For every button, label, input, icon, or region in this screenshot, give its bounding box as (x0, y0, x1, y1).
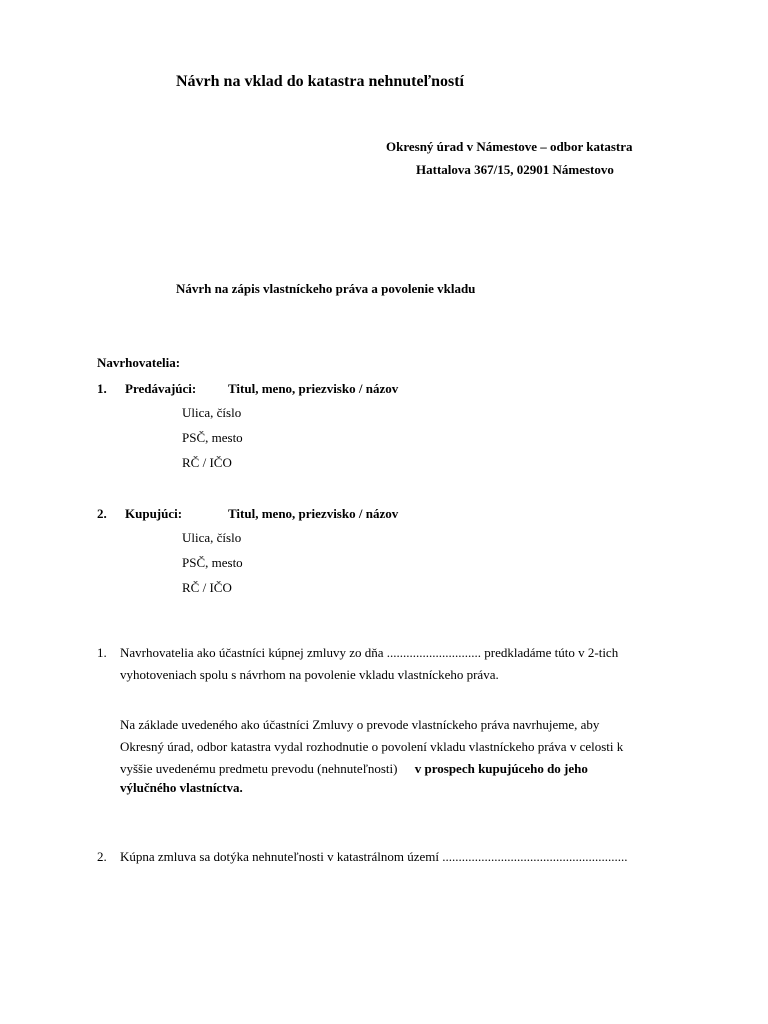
point-text-line: vyhotoveniach spolu s návrhom na povolenie vkladu vlastníckeho práva. (120, 667, 499, 682)
paragraph-line: Na základe uvedeného ako účastníci Zmluvy o prevode vlastníckeho práva navrhujeme, aby (120, 717, 600, 732)
party-number: 2. (97, 506, 107, 521)
document-subtitle: Návrh na zápis vlastníckeho práva a povolenie vkladu (176, 281, 476, 296)
party-id: RČ / IČO (182, 455, 232, 470)
point-text-line: Navrhovatelia ako účastníci kúpnej zmluvy zo dňa ............................. predkladáme túto v 2-tich (120, 645, 619, 660)
applicants-heading: Navrhovatelia: (97, 355, 181, 370)
paragraph-line: Okresný úrad, odbor katastra vydal rozhodnutie o povolení vkladu vlastníckeho práva v celosti k (120, 739, 624, 754)
party-role: Predávajúci: (125, 381, 197, 396)
recipient-address: Hattalova 367/15, 02901 Námestovo (416, 162, 614, 177)
party-id: RČ / IČO (182, 580, 232, 595)
party-city: PSČ, mesto (182, 555, 243, 570)
point-number: 2. (97, 849, 107, 864)
point-number: 1. (97, 645, 107, 660)
paragraph-emphasis: výlučného vlastníctva. (120, 780, 243, 795)
party-street: Ulica, číslo (182, 405, 242, 420)
party-name: Titul, meno, priezvisko / názov (228, 506, 399, 521)
paragraph-text: vyššie uvedenému predmetu prevodu (nehnuteľnosti) (120, 761, 401, 776)
party-street: Ulica, číslo (182, 530, 242, 545)
paragraph-line-mixed (120, 762, 588, 775)
party-role: Kupujúci: (125, 506, 183, 521)
paragraph-emphasis: v prospech kupujúceho do jeho (414, 761, 588, 776)
party-name: Titul, meno, priezvisko / názov (228, 381, 399, 396)
document-title: Návrh na vklad do katastra nehnuteľností (176, 73, 464, 90)
point-text-line: Kúpna zmluva sa dotýka nehnuteľnosti v katastrálnom území ......................................................... (120, 849, 628, 864)
recipient-office: Okresný úrad v Námestove – odbor katastra (386, 139, 633, 154)
party-number: 1. (97, 381, 107, 396)
party-city: PSČ, mesto (182, 430, 243, 445)
